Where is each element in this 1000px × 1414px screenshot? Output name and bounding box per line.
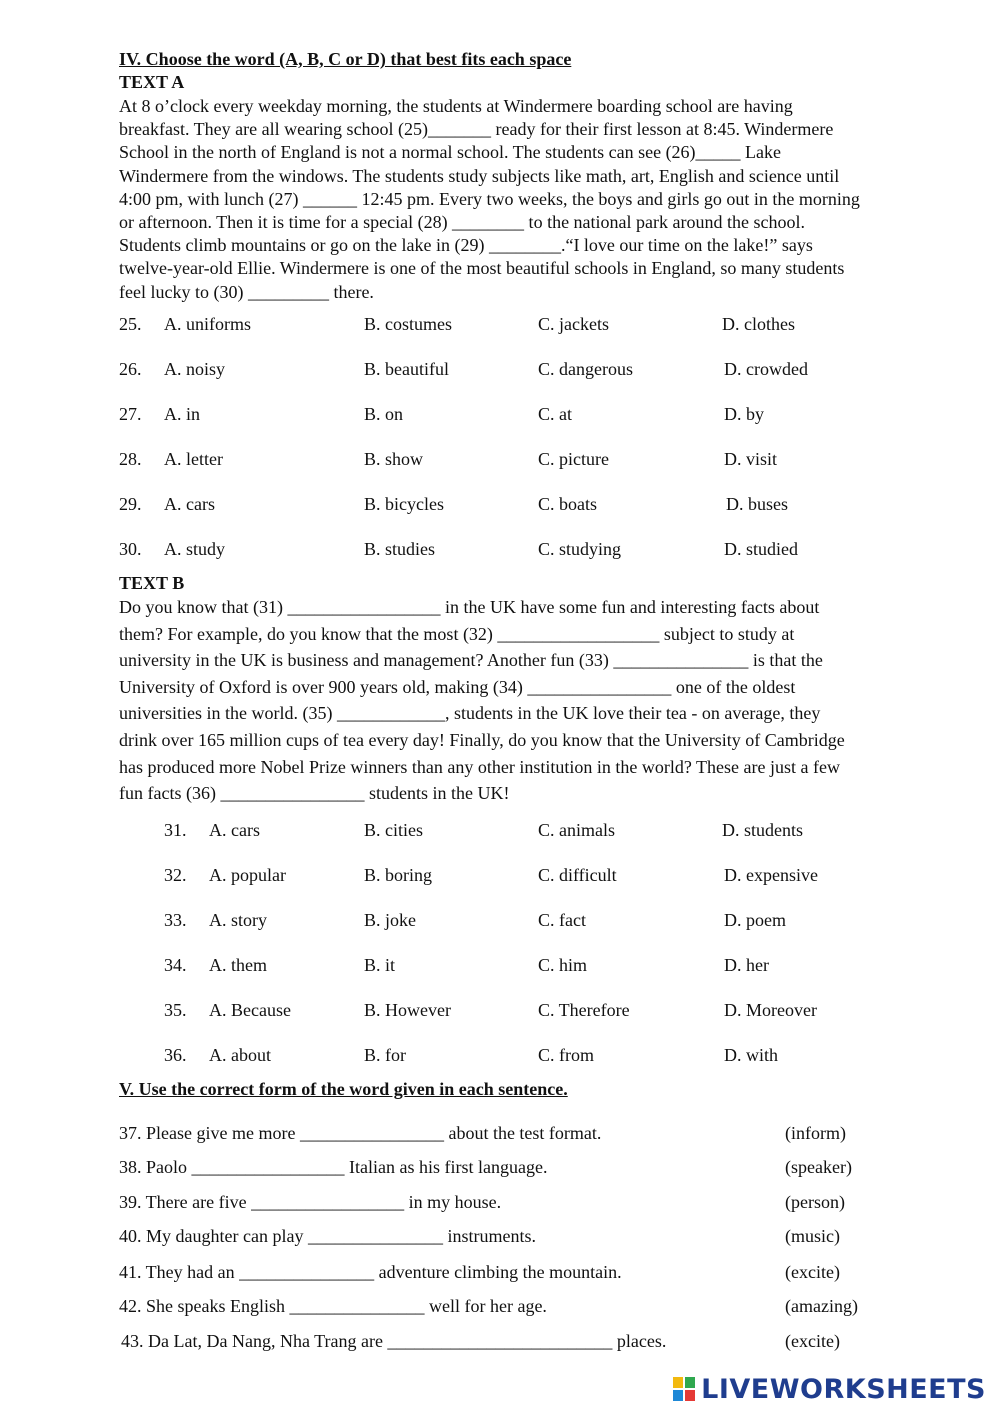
- liveworksheets-logo-text: LIVEWORKSHEETS: [701, 1374, 986, 1405]
- option-a[interactable]: A. cars: [209, 820, 260, 840]
- question-number: 36.: [164, 1045, 187, 1065]
- word-form-hint: (inform): [785, 1123, 846, 1143]
- text-a-line-last: feel lucky to (30) _________ there.: [119, 281, 374, 302]
- option-d[interactable]: D. by: [724, 404, 764, 424]
- option-c[interactable]: C. picture: [538, 449, 609, 469]
- option-c[interactable]: C. jackets: [538, 314, 609, 334]
- option-b[interactable]: B. on: [364, 404, 404, 424]
- question-number: 32.: [164, 865, 187, 885]
- option-d[interactable]: D. clothes: [722, 314, 795, 334]
- option-a[interactable]: A. in: [164, 404, 200, 424]
- word-form-sentence: 42. She speaks English _______________ well for her age.: [119, 1296, 547, 1316]
- word-form-hint: (speaker): [785, 1157, 852, 1177]
- text-a-line: twelve-year-old Ellie. Windermere is one of the most beautiful schools in England, so many students: [119, 258, 845, 279]
- text-a-line: At 8 o’clock every weekday morning, the students at Windermere boarding school are having: [119, 96, 793, 116]
- text-a-line: Windermere from the windows. The students study subjects like math, art, English and science until: [119, 165, 840, 186]
- question-number: 35.: [164, 1000, 187, 1020]
- text-a-line: breakfast. They are all wearing school (25)_______ ready for their first lesson at 8:45. Windermere: [119, 119, 834, 140]
- text-b-line: drink over 165 million cups of tea every day! Finally, do you know that the University of Cambridge: [119, 729, 845, 750]
- option-a[interactable]: A. story: [209, 910, 267, 930]
- question-number: 26.: [119, 359, 142, 379]
- text-b-line: University of Oxford is over 900 years old, making (34) ________________ one of the oldest: [119, 676, 796, 697]
- option-a[interactable]: A. letter: [164, 449, 223, 469]
- option-c[interactable]: C. studying: [538, 539, 622, 559]
- text-b-line-last: fun facts (36) ________________ students in the UK!: [119, 783, 510, 804]
- option-a[interactable]: A. them: [209, 955, 267, 975]
- word-form-hint: (amazing): [785, 1296, 858, 1316]
- option-c[interactable]: C. boats: [538, 494, 598, 514]
- option-d[interactable]: D. her: [724, 955, 769, 975]
- option-c[interactable]: C. animals: [538, 820, 615, 840]
- text-b-line: them? For example, do you know that the most (32) __________________ subject to study at: [119, 623, 795, 644]
- section-5-title: V. Use the correct form of the word given in each sentence.: [119, 1079, 568, 1099]
- question-number: 34.: [164, 955, 187, 975]
- text-a-label: TEXT A: [119, 72, 185, 92]
- option-a[interactable]: A. noisy: [164, 359, 226, 379]
- text-a-line: 4:00 pm, with lunch (27) ______ 12:45 pm. Every two weeks, the boys and girls go out in the morning: [119, 188, 860, 209]
- question-number: 30.: [119, 539, 142, 559]
- option-b[interactable]: B. costumes: [364, 314, 452, 334]
- question-number: 33.: [164, 910, 187, 930]
- word-form-sentence: 40. My daughter can play _______________ instruments.: [119, 1226, 536, 1246]
- option-a[interactable]: A. about: [209, 1045, 271, 1065]
- option-c[interactable]: C. dangerous: [538, 359, 633, 379]
- liveworksheets-logo: [673, 1374, 986, 1405]
- option-b[interactable]: B. for: [364, 1045, 406, 1065]
- option-a[interactable]: A. popular: [209, 865, 286, 885]
- option-c[interactable]: C. fact: [538, 910, 586, 930]
- text-a-line: School in the north of England is not a normal school. The students can see (26)_____ Lake: [119, 142, 782, 163]
- text-b-line: universities in the world. (35) ____________, students in the UK love their tea - on average, they: [119, 703, 821, 724]
- word-form-hint: (music): [785, 1226, 840, 1246]
- text-b-line: has produced more Nobel Prize winners than any other institution in the world? These are just a few: [119, 756, 840, 777]
- word-form-hint: (excite): [785, 1262, 840, 1282]
- section-4-title: IV. Choose the word (A, B, C or D) that best fits each space: [119, 49, 572, 69]
- option-d[interactable]: D. poem: [724, 910, 786, 930]
- option-d[interactable]: D. buses: [726, 494, 788, 514]
- option-d[interactable]: D. students: [722, 820, 803, 840]
- word-form-sentence: 39. There are five _________________ in my house.: [119, 1192, 502, 1212]
- option-b[interactable]: B. However: [364, 1000, 451, 1020]
- option-d[interactable]: D. with: [724, 1045, 778, 1065]
- option-b[interactable]: B. cities: [364, 820, 423, 840]
- option-c[interactable]: C. him: [538, 955, 588, 975]
- option-a[interactable]: A. study: [164, 539, 226, 559]
- option-b[interactable]: B. studies: [364, 539, 436, 559]
- text-b-line: university in the UK is business and management? Another fun (33) _______________ is that the: [119, 650, 823, 671]
- word-form-hint: (person): [785, 1192, 845, 1212]
- option-b[interactable]: B. show: [364, 449, 424, 469]
- word-form-sentence: 43. Da Lat, Da Nang, Nha Trang are _________________________ places.: [121, 1331, 667, 1351]
- option-b[interactable]: B. boring: [364, 865, 433, 885]
- option-d[interactable]: D. visit: [724, 449, 778, 469]
- option-d[interactable]: D. crowded: [724, 359, 808, 379]
- question-number: 28.: [119, 449, 142, 469]
- question-number: 25.: [119, 314, 142, 334]
- option-b[interactable]: B. joke: [364, 910, 416, 930]
- option-a[interactable]: A. uniforms: [164, 314, 251, 334]
- option-b[interactable]: B. it: [364, 955, 396, 975]
- option-c[interactable]: C. Therefore: [538, 1000, 630, 1020]
- question-number: 31.: [164, 820, 187, 840]
- option-b[interactable]: B. beautiful: [364, 359, 449, 379]
- liveworksheets-logo-icon: [673, 1377, 697, 1403]
- question-number: 29.: [119, 494, 142, 514]
- option-d[interactable]: D. studied: [724, 539, 798, 559]
- option-d[interactable]: D. Moreover: [724, 1000, 817, 1020]
- text-b-passage: [119, 594, 929, 807]
- word-form-sentence: 37. Please give me more ________________ about the test format.: [119, 1123, 602, 1143]
- text-a-line: Students climb mountains or go on the lake in (29) ________.“I love our time on the lake!” says: [119, 235, 813, 256]
- text-b-line: Do you know that (31) _________________ in the UK have some fun and interesting facts about: [119, 597, 820, 617]
- word-form-sentence: 38. Paolo _________________ Italian as his first language.: [119, 1157, 548, 1177]
- word-form-sentence: 41. They had an _______________ adventure climbing the mountain.: [119, 1262, 622, 1282]
- option-a[interactable]: A. Because: [209, 1000, 291, 1020]
- question-number: 27.: [119, 404, 142, 424]
- option-c[interactable]: C. at: [538, 404, 572, 424]
- text-b-label: TEXT B: [119, 573, 185, 593]
- option-b[interactable]: B. bicycles: [364, 494, 444, 514]
- option-c[interactable]: C. difficult: [538, 865, 617, 885]
- text-a-line: or afternoon. Then it is time for a special (28) ________ to the national park around the school.: [119, 212, 805, 233]
- option-a[interactable]: A. cars: [164, 494, 215, 514]
- option-d[interactable]: D. expensive: [724, 865, 818, 885]
- text-a-passage: [119, 95, 929, 304]
- word-form-hint: (excite): [785, 1331, 840, 1351]
- option-c[interactable]: C. from: [538, 1045, 594, 1065]
